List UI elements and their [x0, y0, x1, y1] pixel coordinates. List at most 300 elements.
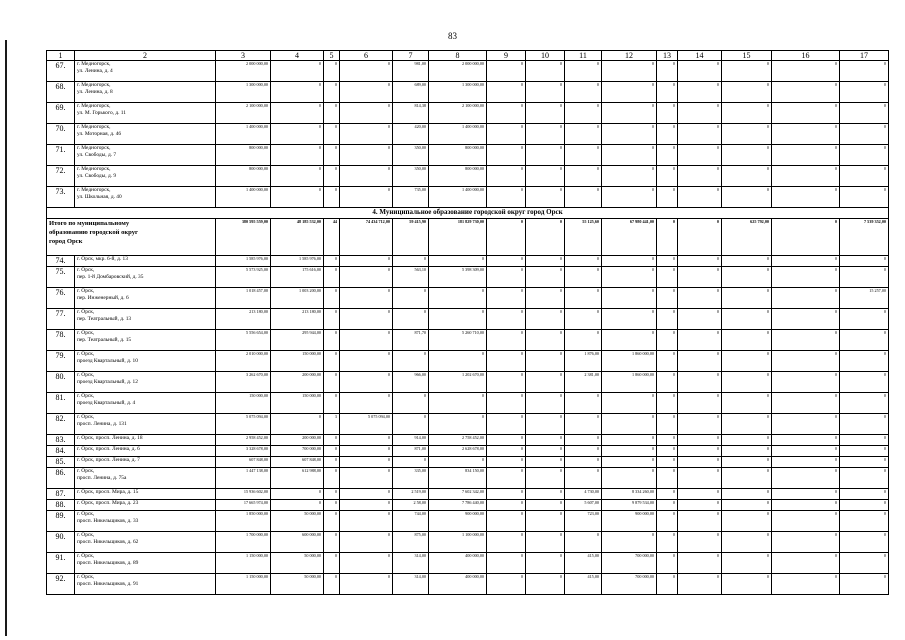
value-cell: 0: [657, 468, 678, 489]
value-cell: 0: [526, 532, 565, 553]
value-cell: 607 848,00: [271, 457, 324, 468]
address-line: ул. Свободы, д. 7: [77, 151, 117, 158]
value-cell: 0: [340, 61, 393, 82]
header-row: [47, 51, 889, 61]
address-cell: [75, 489, 216, 500]
value-cell: 0: [526, 457, 565, 468]
value-cell: 0: [657, 446, 678, 457]
address-line: г. Орск,: [77, 532, 95, 538]
value-cell: 0: [678, 532, 722, 553]
address-cell: [75, 435, 216, 446]
value-cell: 200 000,00: [271, 372, 324, 393]
table-row: [47, 166, 889, 187]
value-cell: 0: [526, 187, 565, 208]
value-cell: 0: [526, 489, 565, 500]
value-cell: 0: [526, 61, 565, 82]
value-cell: 0: [429, 351, 487, 372]
value-cell: 0: [565, 267, 602, 288]
value-cell: 0: [487, 532, 526, 553]
value-cell: 0: [678, 256, 722, 267]
value-cell: 0: [324, 372, 340, 393]
table-row: [47, 145, 889, 166]
value-cell: 0: [772, 372, 840, 393]
row-number: 74.: [47, 256, 75, 267]
value-cell: 0: [602, 393, 657, 414]
value-cell: 0: [340, 124, 393, 145]
value-cell: 0: [324, 166, 340, 187]
value-cell: 17 665 974,00: [216, 500, 271, 511]
value-cell: 0: [324, 330, 340, 351]
total-cell: 0: [657, 219, 678, 256]
value-cell: 0: [657, 393, 678, 414]
address-line: г. Орск,: [77, 553, 95, 559]
table-row: [47, 414, 889, 435]
value-cell: 50 000,00: [271, 553, 324, 574]
address-line: г. Орск,: [77, 393, 95, 399]
value-cell: 0: [429, 457, 487, 468]
table-row: [47, 574, 889, 595]
value-cell: 2 958 452,00: [216, 435, 271, 446]
value-cell: 814,38: [393, 103, 429, 124]
value-cell: 0: [657, 414, 678, 435]
col-header-10: 10: [526, 51, 565, 61]
value-cell: 0: [840, 553, 889, 574]
col-header-11: 11: [565, 51, 602, 61]
value-cell: 1 860 000,00: [602, 372, 657, 393]
value-cell: 0: [722, 435, 772, 446]
value-cell: 0: [678, 309, 722, 330]
value-cell: 0: [340, 553, 393, 574]
value-cell: 415,00: [565, 553, 602, 574]
value-cell: 0: [678, 372, 722, 393]
value-cell: 2 100 000,00: [429, 103, 487, 124]
value-cell: 213 180,00: [216, 309, 271, 330]
value-cell: 0: [772, 145, 840, 166]
row-number: 87.: [47, 489, 75, 500]
address-line: пер. Инженерный, д. 6: [77, 294, 129, 301]
value-cell: 607 848,00: [216, 457, 271, 468]
value-cell: 0: [657, 82, 678, 103]
value-cell: 0: [340, 435, 393, 446]
total-cell: 380 595 559,00: [216, 219, 271, 256]
value-cell: 0: [393, 309, 429, 330]
value-cell: 1 100 000,00: [429, 532, 487, 553]
table-row: [47, 82, 889, 103]
value-cell: 600 000,00: [271, 532, 324, 553]
value-cell: 0: [487, 103, 526, 124]
value-cell: 2 628 678,00: [429, 446, 487, 457]
value-cell: 0: [772, 187, 840, 208]
value-cell: 2 519,00: [393, 489, 429, 500]
address-cell: [75, 511, 216, 532]
value-cell: 0: [602, 124, 657, 145]
address-line: г. Орск,: [77, 351, 95, 357]
value-cell: 0: [565, 82, 602, 103]
row-number: 92.: [47, 574, 75, 595]
value-cell: 0: [602, 330, 657, 351]
value-cell: 0: [722, 511, 772, 532]
value-cell: 314,00: [393, 574, 429, 595]
value-cell: 0: [340, 187, 393, 208]
value-cell: 50 000,00: [271, 574, 324, 595]
value-cell: 1 860 000,00: [602, 351, 657, 372]
table-row: [47, 288, 889, 309]
value-cell: 0: [772, 574, 840, 595]
address-line: пер. Театральный, д. 15: [77, 336, 132, 343]
address-line: ул. Свободы, д. 9: [77, 172, 117, 179]
row-number: 67.: [47, 61, 75, 82]
address-cell: [75, 393, 216, 414]
value-cell: 0: [429, 393, 487, 414]
address-cell: [75, 103, 216, 124]
address-line: г. Орск, просп. Мира, д. 23: [77, 500, 139, 506]
value-cell: 0: [657, 103, 678, 124]
address-line: г. Медногорск,: [77, 187, 111, 193]
address-line: г. Медногорск,: [77, 145, 111, 151]
value-cell: 2 000 000,00: [216, 61, 271, 82]
value-cell: 213 180,00: [271, 309, 324, 330]
value-cell: 0: [324, 309, 340, 330]
value-cell: 0: [722, 187, 772, 208]
value-cell: 0: [772, 267, 840, 288]
value-cell: 0: [340, 500, 393, 511]
value-cell: 0: [526, 393, 565, 414]
value-cell: 0: [657, 435, 678, 446]
value-cell: 0: [487, 500, 526, 511]
value-cell: 0: [487, 187, 526, 208]
row-number: 85.: [47, 457, 75, 468]
table-row: [47, 468, 889, 489]
value-cell: 0: [271, 61, 324, 82]
value-cell: 0: [602, 435, 657, 446]
row-number: 78.: [47, 330, 75, 351]
table-row: [47, 457, 889, 468]
value-cell: 0: [678, 82, 722, 103]
value-cell: 0: [772, 511, 840, 532]
value-cell: 0: [271, 414, 324, 435]
value-cell: 0: [840, 372, 889, 393]
value-cell: 0: [324, 256, 340, 267]
total-cell: 67 980 441,00: [602, 219, 657, 256]
value-cell: 0: [722, 330, 772, 351]
value-cell: 0: [602, 103, 657, 124]
address-cell: [75, 330, 216, 351]
table-row: [47, 187, 889, 208]
value-cell: 0: [722, 414, 772, 435]
value-cell: 0: [772, 309, 840, 330]
value-cell: 9 879 534,00: [602, 500, 657, 511]
col-header-2: 2: [75, 51, 216, 61]
value-cell: 0: [487, 468, 526, 489]
value-cell: 15 257,00: [840, 288, 889, 309]
value-cell: 420,00: [393, 124, 429, 145]
value-cell: 0: [340, 532, 393, 553]
value-cell: 0: [602, 145, 657, 166]
value-cell: 350,00: [393, 145, 429, 166]
value-cell: 0: [565, 145, 602, 166]
total-cell: 59 415,90: [393, 219, 429, 256]
value-cell: 689,00: [393, 82, 429, 103]
value-cell: 0: [526, 124, 565, 145]
value-cell: 335,00: [393, 468, 429, 489]
value-cell: 0: [722, 82, 772, 103]
value-cell: 1 876,00: [565, 351, 602, 372]
value-cell: 0: [657, 166, 678, 187]
value-cell: 0: [657, 489, 678, 500]
value-cell: 0: [602, 457, 657, 468]
value-cell: 0: [487, 414, 526, 435]
value-cell: 0: [657, 351, 678, 372]
value-cell: 0: [722, 500, 772, 511]
value-cell: 0: [657, 187, 678, 208]
value-cell: 700 000,00: [602, 553, 657, 574]
value-cell: 1 400 000,00: [216, 187, 271, 208]
value-cell: 0: [602, 166, 657, 187]
row-number: 82.: [47, 414, 75, 435]
value-cell: 1 300 000,00: [216, 82, 271, 103]
value-cell: 0: [840, 489, 889, 500]
address-line: г. Орск, просп. Мира, д. 15: [77, 489, 139, 495]
address-line: г. Медногорск,: [77, 124, 111, 130]
table-row: [47, 489, 889, 500]
value-cell: 0: [340, 166, 393, 187]
value-cell: 0: [340, 145, 393, 166]
value-cell: 5 075 094,00: [340, 414, 393, 435]
address-cell: [75, 145, 216, 166]
address-line: г. Орск, мкр. 6-й, д. 13: [77, 256, 128, 262]
value-cell: 5 398 309,00: [429, 267, 487, 288]
value-cell: 0: [526, 288, 565, 309]
value-cell: 8 334 260,00: [602, 489, 657, 500]
value-cell: 0: [526, 145, 565, 166]
value-cell: 1 585 976,00: [216, 256, 271, 267]
value-cell: 0: [340, 574, 393, 595]
value-cell: 0: [657, 511, 678, 532]
value-cell: 0: [602, 82, 657, 103]
value-cell: 0: [840, 351, 889, 372]
value-cell: 0: [840, 511, 889, 532]
value-cell: 295 944,00: [271, 330, 324, 351]
value-cell: 1 400 000,00: [216, 124, 271, 145]
address-line: просп. Никельщиков, д. 33: [77, 517, 139, 524]
register-table: [46, 50, 889, 595]
value-cell: 875,00: [393, 532, 429, 553]
value-cell: 0: [840, 187, 889, 208]
value-cell: 0: [678, 511, 722, 532]
table-row: [47, 553, 889, 574]
value-cell: 0: [487, 489, 526, 500]
row-number: 86.: [47, 468, 75, 489]
value-cell: 0: [340, 372, 393, 393]
address-line: пер. 1-й Домбаровский, д. 35: [77, 273, 144, 280]
value-cell: 0: [840, 414, 889, 435]
value-cell: 0: [678, 103, 722, 124]
value-cell: 200 000,00: [271, 435, 324, 446]
table-row: [47, 103, 889, 124]
value-cell: 0: [487, 446, 526, 457]
value-cell: 0: [772, 457, 840, 468]
value-cell: 0: [324, 500, 340, 511]
value-cell: 1 300 000,00: [429, 82, 487, 103]
value-cell: 0: [526, 256, 565, 267]
address-cell: [75, 256, 216, 267]
value-cell: 0: [393, 288, 429, 309]
value-cell: 723,00: [565, 511, 602, 532]
value-cell: 0: [487, 553, 526, 574]
value-cell: 0: [487, 61, 526, 82]
value-cell: 1 003 200,00: [271, 288, 324, 309]
table-row: [47, 256, 889, 267]
value-cell: 0: [526, 414, 565, 435]
col-header-1: 1: [47, 51, 75, 61]
value-cell: 1 700 000,00: [216, 532, 271, 553]
total-cell: 7 539 352,00: [840, 219, 889, 256]
value-cell: 0: [324, 489, 340, 500]
total-cell: 0: [487, 219, 526, 256]
address-line: проезд Квартальный, д. 12: [77, 378, 138, 385]
value-cell: 0: [487, 574, 526, 595]
col-header-12: 12: [602, 51, 657, 61]
value-cell: 0: [487, 145, 526, 166]
address-cell: [75, 61, 216, 82]
value-cell: 0: [526, 511, 565, 532]
value-cell: 0: [772, 446, 840, 457]
address-cell: [75, 532, 216, 553]
value-cell: 0: [324, 532, 340, 553]
value-cell: 0: [487, 511, 526, 532]
table-row: [47, 500, 889, 511]
address-line: проезд Квартальный, д. 4: [77, 399, 136, 406]
value-cell: 0: [324, 351, 340, 372]
value-cell: 0: [840, 256, 889, 267]
row-number: 68.: [47, 82, 75, 103]
total-row: [47, 219, 889, 256]
value-cell: 2 000 000,00: [429, 61, 487, 82]
table-row: [47, 61, 889, 82]
value-cell: 350,00: [393, 166, 429, 187]
value-cell: 0: [772, 414, 840, 435]
value-cell: 0: [565, 103, 602, 124]
value-cell: 0: [840, 309, 889, 330]
row-number: 77.: [47, 309, 75, 330]
value-cell: 0: [429, 256, 487, 267]
value-cell: 0: [487, 351, 526, 372]
value-cell: 0: [340, 468, 393, 489]
value-cell: 900 000,00: [602, 511, 657, 532]
value-cell: 5 556 654,00: [216, 330, 271, 351]
value-cell: 0: [657, 309, 678, 330]
value-cell: 0: [840, 393, 889, 414]
value-cell: 0: [722, 124, 772, 145]
value-cell: 50 000,00: [271, 511, 324, 532]
value-cell: 0: [722, 351, 772, 372]
address-cell: [75, 414, 216, 435]
value-cell: 150 000,00: [216, 393, 271, 414]
value-cell: 0: [271, 82, 324, 103]
total-label-line: город Орск: [49, 238, 83, 245]
value-cell: 0: [526, 351, 565, 372]
value-cell: 0: [487, 82, 526, 103]
value-cell: 0: [602, 468, 657, 489]
value-cell: 0: [772, 435, 840, 446]
value-cell: 1 400 000,00: [429, 124, 487, 145]
value-cell: 0: [840, 500, 889, 511]
address-line: г. Орск,: [77, 267, 95, 273]
value-cell: 0: [324, 82, 340, 103]
value-cell: 0: [678, 574, 722, 595]
value-cell: 314,00: [393, 553, 429, 574]
value-cell: 0: [340, 489, 393, 500]
orsk-rows: [47, 256, 889, 595]
address-line: г. Орск,: [77, 511, 95, 517]
value-cell: 0: [324, 457, 340, 468]
value-cell: 2 010 000,00: [216, 351, 271, 372]
value-cell: 0: [565, 309, 602, 330]
value-cell: 800 000,00: [216, 145, 271, 166]
value-cell: 0: [772, 124, 840, 145]
address-line: г. Медногорск,: [77, 61, 111, 67]
total-cell: 74 434 712,00: [340, 219, 393, 256]
value-cell: 0: [772, 553, 840, 574]
value-cell: 0: [678, 145, 722, 166]
col-header-6: 6: [340, 51, 393, 61]
row-number: 73.: [47, 187, 75, 208]
value-cell: 1 150 000,00: [216, 553, 271, 574]
value-cell: 0: [340, 309, 393, 330]
col-header-13: 13: [657, 51, 678, 61]
address-line: г. Орск,: [77, 468, 95, 474]
value-cell: 0: [722, 267, 772, 288]
row-number: 76.: [47, 288, 75, 309]
value-cell: 0: [393, 414, 429, 435]
value-cell: 0: [271, 124, 324, 145]
address-line: г. Орск,: [77, 414, 95, 420]
value-cell: 0: [722, 393, 772, 414]
value-cell: 0: [340, 288, 393, 309]
address-line: г. Медногорск,: [77, 103, 111, 109]
value-cell: 0: [487, 393, 526, 414]
value-cell: 981,00: [393, 61, 429, 82]
value-cell: 0: [678, 414, 722, 435]
value-cell: 0: [722, 574, 772, 595]
value-cell: 0: [840, 267, 889, 288]
value-cell: 0: [678, 330, 722, 351]
value-cell: 0: [772, 500, 840, 511]
value-cell: 900 000,00: [429, 511, 487, 532]
value-cell: 0: [678, 457, 722, 468]
row-number: 69.: [47, 103, 75, 124]
value-cell: 0: [565, 61, 602, 82]
table-row: [47, 267, 889, 288]
value-cell: 0: [393, 256, 429, 267]
value-cell: 0: [565, 414, 602, 435]
value-cell: 0: [340, 351, 393, 372]
value-cell: 1 150 000,00: [216, 574, 271, 595]
address-line: г. Орск,: [77, 330, 95, 336]
value-cell: 2 58,00: [393, 500, 429, 511]
address-line: просп. Никельщиков, д. 62: [77, 538, 139, 545]
total-cell: 55 125,60: [565, 219, 602, 256]
value-cell: 0: [340, 267, 393, 288]
address-line: г. Орск, просп. Ленина, д. 6: [77, 446, 140, 452]
value-cell: 0: [657, 145, 678, 166]
address-cell: [75, 166, 216, 187]
value-cell: 0: [678, 393, 722, 414]
value-cell: 0: [526, 446, 565, 457]
value-cell: 0: [393, 457, 429, 468]
value-cell: 800 000,00: [429, 166, 487, 187]
value-cell: 5 260 710,00: [429, 330, 487, 351]
